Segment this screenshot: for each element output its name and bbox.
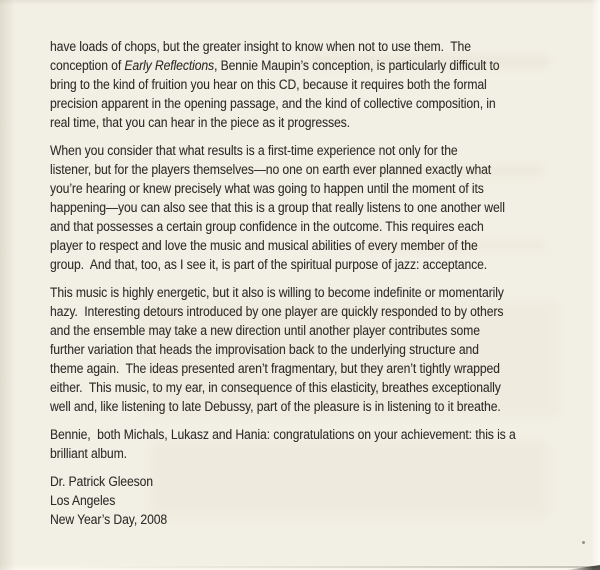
text-line: real time, that you can hear in the piece as it progresses. (50, 115, 350, 130)
text-line: listener, but for the players themselves—no one on earth ever planned exactly what (50, 162, 492, 177)
paragraph-2 (50, 141, 566, 274)
text-line: either. This music, to my ear, in consequence of this elasticity, breathes exceptionally (50, 380, 501, 395)
text-line: hazy. Interesting detours introduced by one player are quickly responded to by others (50, 304, 504, 319)
text-line: have loads of chops, but the greater insight to know when not to use them. The (50, 39, 471, 54)
liner-notes-text (50, 37, 566, 529)
text-line: group. And that, too, as I see it, is part of the spiritual purpose of jazz: acceptance. (50, 257, 488, 272)
signature-block (50, 472, 566, 529)
dedication-paragraph (50, 425, 566, 463)
text-segment: conception of (50, 58, 125, 73)
text-segment: , Bennie Maupin’s conception, is particularly difficult to (214, 58, 500, 73)
text-line: Dr. Patrick Gleeson (50, 474, 153, 489)
paragraph-1 (50, 37, 566, 132)
text-line: precision apparent in the opening passage, and the kind of collective composition, in (50, 96, 496, 111)
text-line: theme again. The ideas presented aren’t fragmentary, but they aren’t tightly wrapped (50, 361, 500, 376)
text-line: When you consider that what results is a first-time experience not only for the (50, 143, 458, 158)
text-line: This music is highly energetic, but it also is willing to become indefinite or momentarily (50, 285, 504, 300)
text-line: New Year’s Day, 2008 (50, 512, 168, 527)
text-line: you’re hearing or knew precisely what was going to happen until the moment of its (50, 181, 484, 196)
text-line: bring to the kind of fruition you hear on this CD, because it requires both the formal (50, 77, 487, 92)
text-line: and that possesses a certain group confidence in the outcome. This requires each (50, 219, 484, 234)
text-line: brilliant album. (50, 446, 127, 461)
text-line: Los Angeles (50, 493, 116, 508)
album-title-italic: Early Reflections (124, 58, 215, 73)
text-line: player to respect and love the music and musical abilities of every member of the (50, 238, 478, 253)
text-line: further variation that heads the improvisation back to the underlying structure and (50, 342, 479, 357)
text-line: Bennie, both Michals, Lukasz and Hania: congratulations on your achievement: this is a (50, 427, 516, 442)
scan-speck (582, 541, 585, 544)
text-line: well and, like listening to late Debussy, part of the pleasure is in listening to it breathe. (50, 399, 501, 414)
text-line: happening—you can also see that this is a group that really listens to one another well (50, 200, 505, 215)
page-edge-shadow (60, 566, 600, 568)
text-line: and the ensemble may take a new direction until another player contributes some (50, 323, 480, 338)
paragraph-3 (50, 283, 566, 416)
text-line (50, 56, 514, 75)
